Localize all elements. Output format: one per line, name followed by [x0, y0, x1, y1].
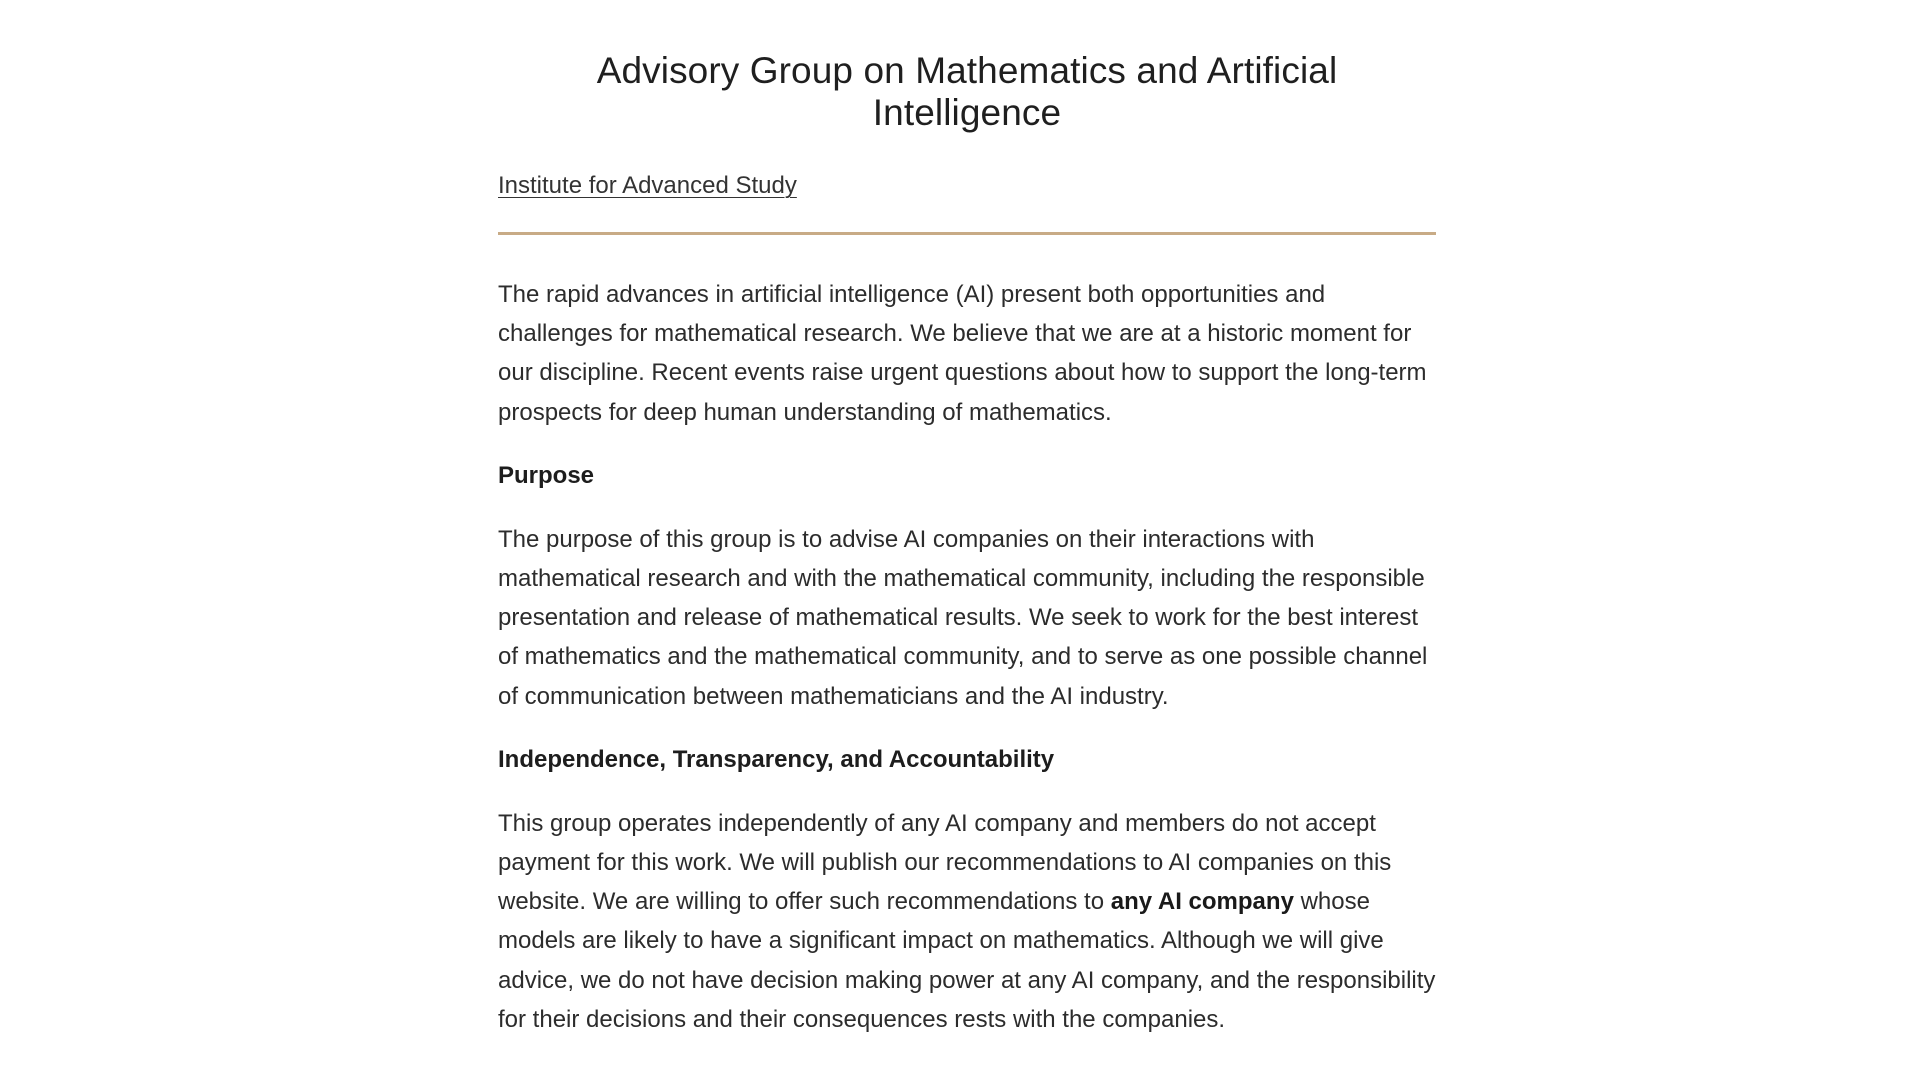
purpose-heading: Purpose — [498, 461, 595, 489]
purpose-paragraph: The purpose of this group is to advise AI companies on their interactions with mathematical research and with the mathematical community, including the responsible presentation and release of mathematical results. We seek to work for the best interest of mathematics and the mathematical community, and to serve as one possible channel of communication between mathematicians and the AI industry. — [498, 525, 1428, 710]
independence-paragraph — [498, 804, 1436, 1039]
independence-text-before: This group operates independently of any AI company and members do not accept payment for this work. We will publish our recommendations to AI companies on this website. We are willing to offer such recommendations to — [498, 809, 1392, 916]
intro-paragraph: The rapid advances in artificial intelligence (AI) present both opportunities and challenges for mathematical research. We believe that we are at a historic moment for our discipline. Recent events raise urgent questions about how to support the long-term prospects for deep human understanding of mathematics. — [498, 281, 1427, 426]
page-title: Advisory Group on Mathematics and Artificial Intelligence — [596, 50, 1338, 133]
divider — [498, 232, 1436, 235]
independence-heading: Independence, Transparency, and Accountability — [498, 745, 1055, 773]
affiliation-link[interactable]: Institute for Advanced Study — [498, 172, 797, 199]
independence-text-after: whose models are likely to have a significant impact on mathematics. Although we will give advice, we do not have decision making power at any AI company, and the responsibility for their decisions and their consequences rests with the companies. — [498, 888, 1436, 1033]
content-column — [498, 50, 1436, 1039]
independence-text-bold: any AI company — [1110, 888, 1294, 916]
